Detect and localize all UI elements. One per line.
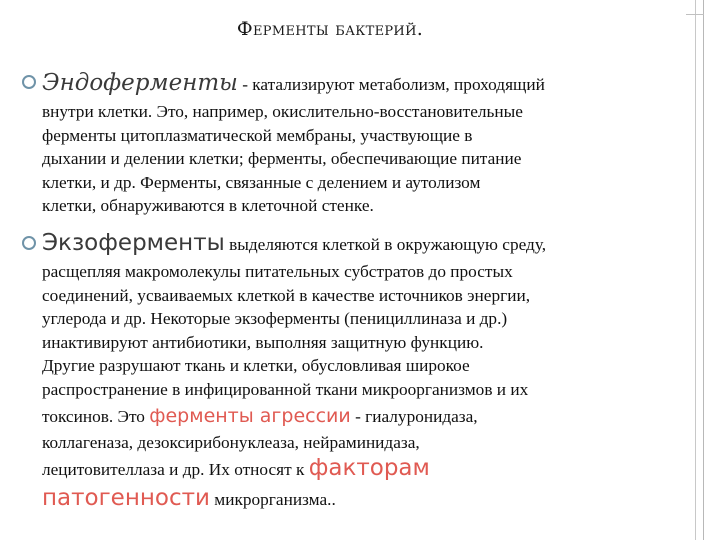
text-line: [42, 484, 682, 514]
text-line: ферменты цитоплазматической мембраны, участвующие в: [42, 125, 473, 145]
highlight-aggression-enzymes: ферменты агрессии: [149, 404, 351, 427]
text-line: клетки, и др. Ферменты, связанные с делением и аутолизом: [42, 172, 481, 192]
text-line: распространение в инфицированной ткани микроорганизмов и их: [42, 379, 529, 399]
text-fragment: - гиалуронидаза,: [350, 406, 478, 426]
text-line: [42, 68, 682, 100]
bullet-circle-icon: [22, 75, 36, 89]
text-line: дыхании и делении клетки; ферменты, обеспечивающие питание: [42, 149, 522, 169]
frame-border-outer: [703, 0, 704, 540]
text-line: клетки, обнаруживаются в клеточной стенке.: [42, 196, 374, 216]
term-exoenzymes: Экзоферменты: [42, 230, 225, 256]
frame-corner: [686, 0, 704, 15]
frame-border-inner: [695, 0, 696, 540]
text-line: [42, 228, 682, 260]
bullet-exoenzymes: [22, 228, 682, 514]
highlight-pathogenicity: патогенности: [42, 485, 210, 512]
text-fragment: - катализируют метаболизм, проходящий: [237, 75, 545, 94]
text-fragment: выделяются клеткой в окружающую среду,: [224, 235, 547, 254]
text-fragment: лецитовителлаза и др. Их относят к: [42, 460, 309, 480]
text-line: внутри клетки. Это, например, окислительно-восстановительные: [42, 102, 523, 121]
text-line: инактивируют антибиотики, выполняя защитную функцию.: [42, 332, 484, 352]
text-line: [42, 454, 682, 484]
bullet-circle-icon: [22, 236, 36, 250]
term-endoenzymes: Эндоферменты: [42, 70, 238, 96]
bullet-text: [42, 68, 682, 218]
slide-title: Ферменты бактерий.: [236, 18, 424, 40]
text-fragment: микрорганизма..: [209, 490, 336, 510]
text-line: коллагеназа, дезоксирибонуклеаза, нейраминидаза,: [42, 432, 420, 452]
text-fragment: токсинов. Это: [42, 406, 150, 426]
text-line: расщепляя макромолекулы питательных субстратов до простых: [42, 262, 513, 281]
text-line: соединений, усваиваемых клеткой в качестве источников энергии,: [42, 285, 531, 305]
bullet-endoenzymes: [22, 68, 682, 218]
text-line: Другие разрушают ткань и клетки, обусловливая широкое: [42, 356, 470, 376]
text-line: [42, 402, 682, 431]
text-line: углерода и др. Некоторые экзоферменты (пенициллиназа и др.): [42, 309, 508, 329]
highlight-factors: факторам: [308, 455, 430, 482]
bullet-text: [42, 228, 682, 514]
